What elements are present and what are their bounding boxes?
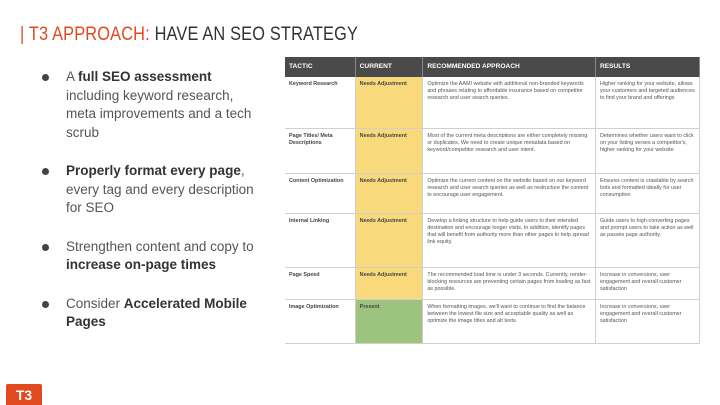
table-row [285,213,700,267]
table-row [285,267,700,299]
table-row [285,173,700,213]
tactic-cell: Page Speed [285,267,355,299]
status-cell: Needs Adjustment [355,173,423,213]
tactic-cell: Keyword Research [285,77,355,128]
bullet-item [40,162,260,218]
column-header-results: RESULTS [595,57,699,77]
bullet-text: Consider [66,295,124,311]
bullet-bold: full SEO assessment [78,69,212,84]
results-cell: Increase in conversions, user engagement and overall customer satisfaction [595,267,699,299]
seo-strategy-table [285,57,700,344]
bullet-dot-icon [42,244,49,251]
bullet-text: A [66,69,79,84]
approach-cell: Develop a linking structure to help guide users to their intended destination and encourage longer visits. In addition, identify pages that will benefit from authority more than other pages to help spread link equity. [423,213,596,267]
bullet-list [40,68,260,352]
tactic-cell: Image Optimization [285,299,355,343]
bullet-text: , every tag and every description for SEO [66,163,254,215]
bullet-dot-icon [42,74,49,81]
results-cell: Determines whether users want to click on your listing verses a competitor's, higher ranking for your website [595,128,699,173]
status-cell: Present [355,299,423,343]
column-header-current: CURRENT [355,57,423,77]
results-cell: Guide users to high-converting pages and prompt users to take action as well as passes page authority. [595,213,699,267]
title-bar: | [20,24,25,45]
bullet-dot-icon [42,301,49,308]
tactic-cell: Internal Linking [285,213,355,267]
status-cell: Needs Adjustment [355,77,423,128]
table-row [285,128,700,173]
bullet-dot-icon [42,168,49,175]
approach-cell: Most of the current meta descriptions are either completely missing or duplicates. We need to create unique metadata based on keyword/competitor research and user intent. [423,128,596,173]
title-accent: T3 APPROACH: [28,24,150,45]
bullet-text: Strengthen content and copy to [66,238,254,254]
status-cell: Needs Adjustment [355,128,423,173]
approach-cell: Optimize the current content on the website based on our keyword research and user search queries as well as restructure the content to encourage user engagement. [423,173,596,213]
tactic-cell: Content Optimization [285,173,355,213]
bullet-item [40,68,260,142]
results-cell: Increase in conversions, user engagement and overall customer satisfaction [595,299,699,343]
slide-title [20,24,358,46]
column-header-tactic: TACTIC [285,57,355,77]
column-header-approach: RECOMMENDED APPROACH [423,57,596,77]
t3-logo: T3 [6,384,42,405]
approach-cell: The recommended load time is under 3 seconds. Currently, render-blocking resources are preventing certain pages from loading as fast as possible. [423,267,596,299]
approach-cell: Optimize the AAMI website with additional non-branded keywords and phrases relating to affordable insurance based on competitor research and user search queries. [423,77,596,128]
tactic-cell: Page Titles/ Meta Descriptions [285,128,355,173]
table-row [285,77,700,128]
status-cell: Needs Adjustment [355,267,423,299]
title-rest: HAVE AN SEO STRATEGY [149,24,359,45]
table-header-row [285,57,700,77]
bullet-bold: Properly format every page [66,163,241,178]
results-cell: Higher ranking for your website, allows your customers and targeted audiences to find your brand and offerings [595,77,699,128]
bullet-text: including keyword research, meta improvements and a tech scrub [66,87,252,140]
status-cell: Needs Adjustment [355,213,423,267]
approach-cell: When formatting images, we'll want to continue to find the balance between the lowest file size and acceptable quality as well as optimize the image titles and alt texts. [423,299,596,343]
bullet-item [40,238,260,275]
results-cell: Ensures content is crawlable by search bots and formatted ideally for user consumption [595,173,699,213]
bullet-bold: Accelerated Mobile Pages [66,295,247,329]
table-row [285,299,700,343]
bullet-bold: increase on-page times [66,257,217,272]
bullet-item [40,295,260,332]
